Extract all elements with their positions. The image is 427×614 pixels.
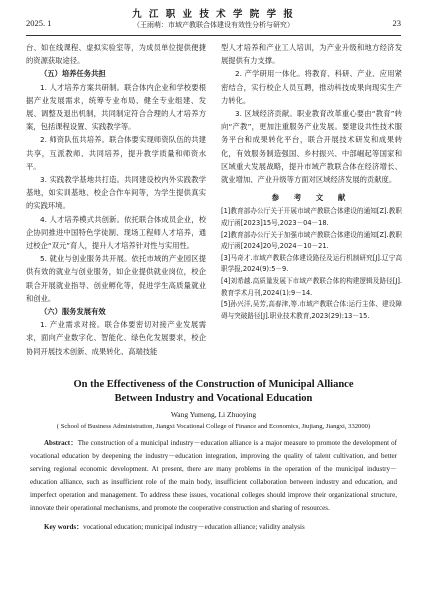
- english-authors: Wang Yumeng, Li Zhuoying: [170, 410, 257, 419]
- paragraph: 台、如在线课程、虚拟实验室等，为成员单位提供便捷的资源获取途径。: [26, 43, 206, 66]
- english-abstract-section: [30, 378, 397, 534]
- header-rule: [26, 35, 401, 36]
- page-number: 23: [392, 18, 401, 28]
- paragraph: 3. 实践教学基地共打造。共同建设校内外实践教学基地，如实训基地、校企合作车间等，为学生提供真实的实践环境。: [26, 175, 206, 211]
- reference-item: [1]教育部办公厅关于开展市域产教联合体建设的通知[Z].教职成厅函[2023]15号,2023－04－18.: [221, 207, 402, 228]
- issue-date: 2025. 1: [26, 18, 52, 28]
- page-header: [26, 6, 401, 36]
- english-affiliation: ( School of Business Administration, Jiangxi Vocational College of Finance and Economics, Jiujiang, Jiangxi, 332000): [56, 423, 371, 430]
- reference-item: [4]刘希越.高质量发展下市域产教联合体的构建逻辑及路径[J].教育学术月刊,2024(1):9－14.: [221, 277, 402, 297]
- abstract-text: The construction of a municipal industry－education alliance is a major measure to promote the development of vocational education by deepening the industry－education integration, improving the quality of talent cultivation, and better serving regional economic development. At present, there are many problems in the operation of the municipal industry－education alliance, such as insufficient role of the main body, insufficient collaboration between industry and education, and imperfect operation and management. To address these issues, vocational colleges should improve their organizational structure, innovate their operational mechanisms, and promote the cooperative construction and sharing of resources.: [30, 439, 397, 512]
- paragraph: 5. 就业与创业服务共开展。依托市域的产业园区提供有效的就业与创业服务，如企业提供就业岗位，校企联合开展就业指导、创业孵化等，促进学生高质量就业和创业。: [26, 254, 206, 303]
- keywords-text: vocational education; municipal industry－education alliance; validity analysis: [83, 523, 305, 531]
- english-title: [30, 378, 397, 406]
- section-heading: （六）服务发展有效: [40, 307, 106, 317]
- reference-item: [2]教育部办公厅关于加强市域产教联合体建设的通知[Z].教职成厅函[2024]20号,2024－10－21.: [221, 230, 402, 251]
- abstract-label: Abstract：: [44, 439, 78, 447]
- english-title-line: On the Effectiveness of the Construction of Municipal Alliance: [73, 379, 354, 390]
- english-keywords: [30, 521, 397, 534]
- references-heading: 参 考 文 献: [271, 193, 352, 203]
- paragraph: 4. 人才培养模式共创新。依托联合体成员企业，校企协同推进中国特色学徒制、现场工程师人才培养，通过校企“双元”育人，提升人才培养针对性与实用性。: [26, 214, 206, 251]
- reference-item: [3]马奇才.市域产教联合体建设路径及运行机制研究[J].辽宁高职学报,2024(9):5－9.: [221, 253, 402, 274]
- english-abstract: [30, 437, 397, 515]
- running-title: （王雨萌：市域产教联合体建设有效性分析与研究）: [133, 21, 294, 29]
- right-column: [221, 41, 402, 322]
- paragraph: 2. 师资队伍共培养。联合体要实现师资队伍的共建共享，互派教师、共同培养，提升教学质量和师资水平。: [26, 135, 206, 171]
- paragraph: 2. 产学研用一体化。将教育、科研、产业、应用紧密结合，实行校企人员互聘，推动科技成果向现实生产力转化。: [221, 69, 402, 105]
- paragraph: 3. 区域经济贡献。职业教育改革重心要由“教育”转向“产教”，更加注重服务产业发展。要建设共性技术服务平台和成果转化平台，联合开展技术研发和成果转化，有效服务制造强国、乡村振兴、中部崛起等国家和区域重大发展战略，提升市域产教联合体在经济增长、就业增加、产业升级等方面对区域经济发展的贡献度。: [221, 109, 402, 185]
- paragraph: 型人才培养和产业工人培训，为产业升级和地方经济发展提供有力支撑。: [221, 43, 402, 66]
- journal-title: 九 江 职 业 技 术 学 院 学 报: [132, 9, 295, 20]
- english-title-line: Between Industry and Vocational Education: [114, 393, 313, 404]
- section-heading: （五）培养任务共担: [40, 69, 106, 79]
- paragraph: 1. 人才培养方案共研制。联合体内企业和学校要根据产业发展需求，统筹专业布局、健全专业组建、发展、调整及退出机制，共同制定符合合理的人才培养方案，包括课程设置、实践教学等。: [26, 82, 206, 132]
- left-column: [26, 41, 206, 358]
- paragraph: 1. 产业需求对接。联合体要密切对接产业发展需求，面向产业数字化、智能化、绿色化发展要求，校企协同开展技术创新、成果转化、高端技能: [26, 320, 206, 356]
- reference-item: [5]孙兴洋,吴芳,高春津,等.市域产教联合体:运行主体、建设障碍与突破路径[J].职业技术教育,2023(29):13－15.: [221, 300, 402, 320]
- keywords-label: Key words：: [44, 523, 84, 531]
